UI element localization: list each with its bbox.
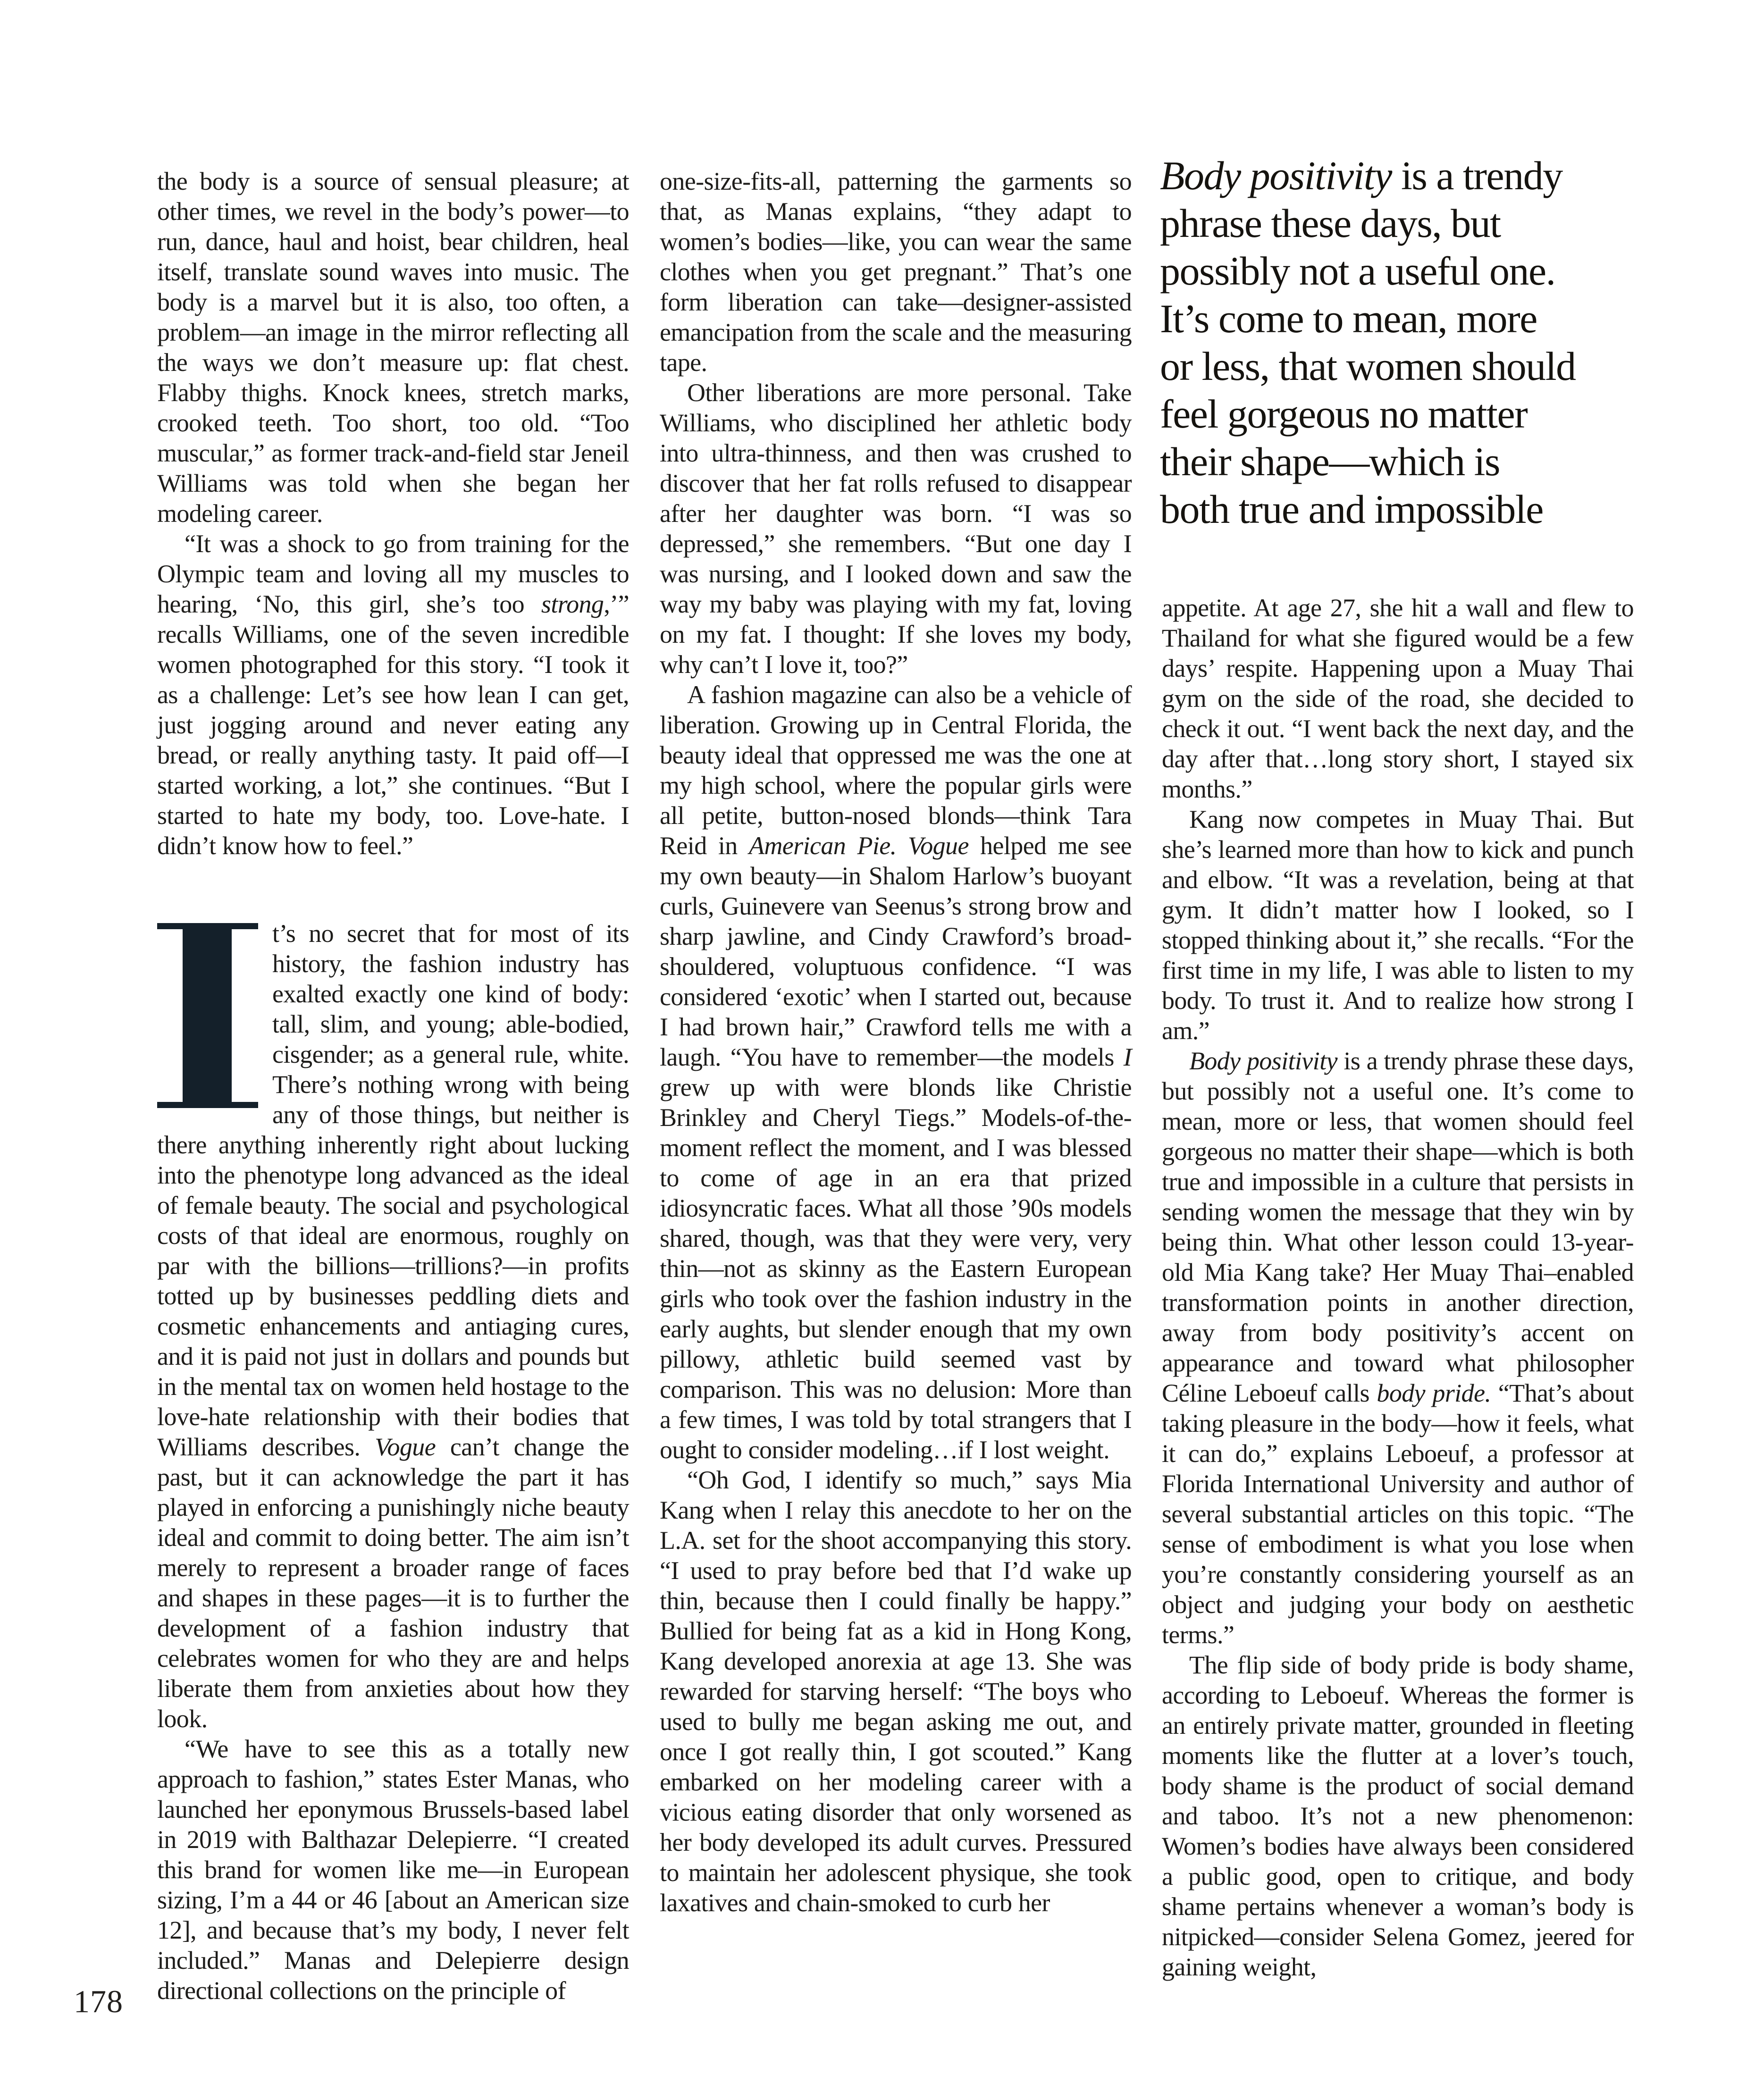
text-segment: “Oh God, I identify so much,” says Mia Kang when I relay this anecdote to her on the L.A. set for the shoot accompanying this story. “I used to pray before bed that I’d wake up thin, because then I could finally be happy.” Bullied for being fat as a kid in Hong Kong, Kang developed anorexia at age 13. She was rewarded for starving herself: “The boys who used to bully me began asking me out, and once I got really thin, I got scouted.” Kang embarked on her modeling career with a vicious eating disorder that only worsened as her body developed its adult curves. Pressured to maintain her adolescent physique, she took laxatives and chain-smoked to curb her [660,1466,1132,1917]
pull-quote [1160,152,1679,533]
pull-quote-line [1160,247,1679,295]
pull-quote-line [1160,390,1679,438]
paragraph [1162,593,1634,804]
paragraph [1162,1650,1634,1982]
paragraph [157,529,629,861]
text-segment: possibly not a useful one. [1160,248,1555,294]
article-column-right [1162,593,1634,1982]
pull-quote-line [1160,486,1679,533]
drop-cap-shape [183,925,232,1106]
text-segment: grew up with were blonds like Christie Brinkley and Cheryl Tiegs.” Models-of-the-moment reflect the moment, and I was blessed to come of age in an era that prized idiosyncratic faces. What all those ’90s models shared, though, was that they were very, very thin—not as skinny as the Eastern European girls who took over the fashion industry in the early aughts, but slender enough that my own pillowy, athletic build seemed vast by comparison. This was no delusion: More than a few times, I was told by total strangers that I ought to consider modeling…if I lost weight. [660,1073,1132,1464]
paragraph [1162,1046,1634,1650]
paragraph [660,1465,1132,1918]
text-segment: “That’s about taking pleasure in the body—how it feels, what it can do,” explains Leboeuf, a professor at Florida International University and author of several substantial articles on this topic. “The sense of embodiment is what you lose when you’re constantly considering yourself as an object and judging your body on aesthetic terms.” [1162,1379,1634,1649]
article-column-left [157,166,629,2006]
text-segment: the body is a source of sensual pleasure; at other times, we revel in the body’s power—to run, dance, haul and hoist, bear children, heal itself, translate sound waves into music. The body is a marvel but it is also, too often, a problem—an image in the mirror reflecting all the ways we don’t measure up: flat chest. Flabby thighs. Knock knees, stretch marks, crooked teeth. Too short, too old. “Too muscular,” as former track-and-field star Jeneil Williams was told when she began her modeling career. [157,167,629,528]
text-segment: appetite. At age 27, she hit a wall and flew to Thailand for what she figured would be a few days’ respite. Happening upon a Muay Thai gym on the side of the road, she decided to check it out. “I went back the next day, and the day after that…long story short, I stayed six months.” [1162,594,1634,803]
italic-text-segment: strong [541,590,604,618]
pull-quote-line [1160,295,1679,343]
italic-text-segment: Body positivity [1189,1047,1337,1075]
text-segment: “We have to see this as a totally new approach to fashion,” states Ester Manas, who launched her eponymous Brussels-based label in 2019 with Balthazar Delepierre. “I created this brand for women like me—in European sizing, I’m a 44 or 46 [about an American size 12], and because that’s my body, I never felt included.” Manas and Delepierre design directional collections on the principle of [157,1735,629,2005]
drop-cap [157,923,258,1108]
drop-cap-shape [157,1102,258,1108]
paragraph [660,166,1132,378]
text-segment: Kang now competes in Muay Thai. But she’s learned more than how to kick and punch and elbow. “It was a revelation, being at that gym. It didn’t matter how I looked, so I stopped thinking about it,” she recalls. “For the first time in my life, I was able to listen to my body. To trust it. And to realize how strong I am.” [1162,805,1634,1045]
text-segment: can’t change the past, but it can acknowledge the part it has played in enforcing a punishingly niche beauty ideal and commit to doing better. The aim isn’t merely to represent a broader range of faces and shapes in these pages—it is to further the development of a fashion industry that celebrates women for who they are and helps liberate them from anxieties about how they look. [157,1433,629,1733]
text-segment: t’s no secret that for most of its history, the fashion industry has exalted exactly one kind of body: tall, slim, and young; able-bodied, cisgender; as a general rule, white. There’s nothing wrong with being any of those things, but neither is there anything inherently right about lucking into the phenotype long advanced as the ideal of female beauty. The social and psychological costs of that ideal are enormous, roughly on par with the billions—trillions?—in profits totted up by businesses peddling diets and cosmetic enhancements and antiaging cures, and it is paid not just in dollars and pounds but in the mental tax on women held hostage to the love-hate relationship with their bodies that Williams describes. [157,919,629,1461]
text-segment: The flip side of body pride is body shame, according to Leboeuf. Whereas the former is an entirely private matter, grounded in fleeting moments like the flutter at a lover’s touch, body shame is the product of social demand and taboo. It’s not a new phenomenon: Women’s bodies have always been considered a public good, open to critique, and body shame pertains whenever a woman’s body is nitpicked—consider Selena Gomez, jeered for gaining weight, [1162,1651,1634,1981]
text-segment: It’s come to mean, more [1160,296,1537,341]
text-segment: is a trendy phrase these days, but possibly not a useful one. It’s come to mean, more or less, that women should feel gorgeous no matter their shape—which is both true and impossible in a culture that persists in sending women the message that they win by being thin. What other lesson could 13-year-old Mia Kang take? Her Muay Thai–enabled transformation points in another direction, away from body positivity’s accent on appearance and toward what philosopher Céline Leboeuf calls [1162,1047,1634,1407]
italic-text-segment: American Pie. [749,832,897,860]
text-segment: feel gorgeous no matter [1160,391,1528,437]
paragraph [157,166,629,529]
text-segment: Other liberations are more personal. Take Williams, who disciplined her athletic body into ultra-thinness, and then was crushed to discover that her fat rolls refused to disappear after her daughter was born. “I was so depressed,” she remembers. “But one day I was nursing, and I looked down and saw the way my baby was playing with my fat, loving on my fat. I thought: If she loves my body, why can’t I love it, too?” [660,378,1132,679]
article-column-middle [660,166,1132,1918]
text-segment: is a trendy [1391,153,1562,198]
paragraph [1162,804,1634,1046]
italic-text-segment: body pride. [1377,1379,1491,1407]
text-segment: or less, that women should [1160,344,1576,389]
pull-quote-line [1160,200,1679,247]
pull-quote-line [1160,152,1679,200]
text-segment: “It was a shock to go from training for the Olympic team and loving all my muscles to hearing, ‘No, this girl, she’s too [157,529,629,618]
text-segment [897,832,908,860]
paragraph [660,680,1132,1465]
pull-quote-line [1160,438,1679,486]
text-segment: one-size-fits-all, patterning the garments so that, as Manas explains, “they adapt to women’s bodies—like, you can wear the same clothes when you get pregnant.” That’s one form liberation can take—designer-assisted emancipation from the scale and the measuring tape. [660,167,1132,377]
text-segment: their shape—which is [1160,439,1500,484]
paragraph [157,1734,629,2006]
text-segment: ,’” recalls Williams, one of the seven incredible women photographed for this story. “I took it as a challenge: Let’s see how lean I can get, just jogging around and never eating any bread, or really anything tasty. It paid off—I started working, a lot,” she continues. “But I started to hate my body, too. Love-hate. I didn’t know how to feel.” [157,590,629,860]
text-segment: helped me see my own beauty—in Shalom Harlow’s buoyant curls, Guinevere van Seenus’s strong brow and sharp jawline, and Cindy Crawford’s broad-shouldered, voluptuous confidence. “I was considered ‘exotic’ when I started out, because I had brown hair,” Crawford tells me with a laugh. “You have to remember—the models [660,832,1132,1071]
italic-text-segment: Vogue [375,1433,436,1461]
paragraph [660,378,1132,680]
text-segment: A fashion magazine can also be a vehicle of liberation. Growing up in Central Florida, the beauty ideal that oppressed me was the one at my high school, where the popular girls were all petite, button-nosed blonds—think Tara Reid in [660,680,1132,860]
text-segment: both true and impossible [1160,487,1543,532]
italic-text-segment: Vogue [907,832,969,860]
text-segment: phrase these days, but [1160,201,1501,246]
italic-text-segment: Body positivity [1160,153,1392,198]
paragraph [157,918,629,1734]
italic-text-segment: I [1123,1043,1132,1071]
page-number: 178 [74,1983,123,2019]
pull-quote-line [1160,343,1679,390]
